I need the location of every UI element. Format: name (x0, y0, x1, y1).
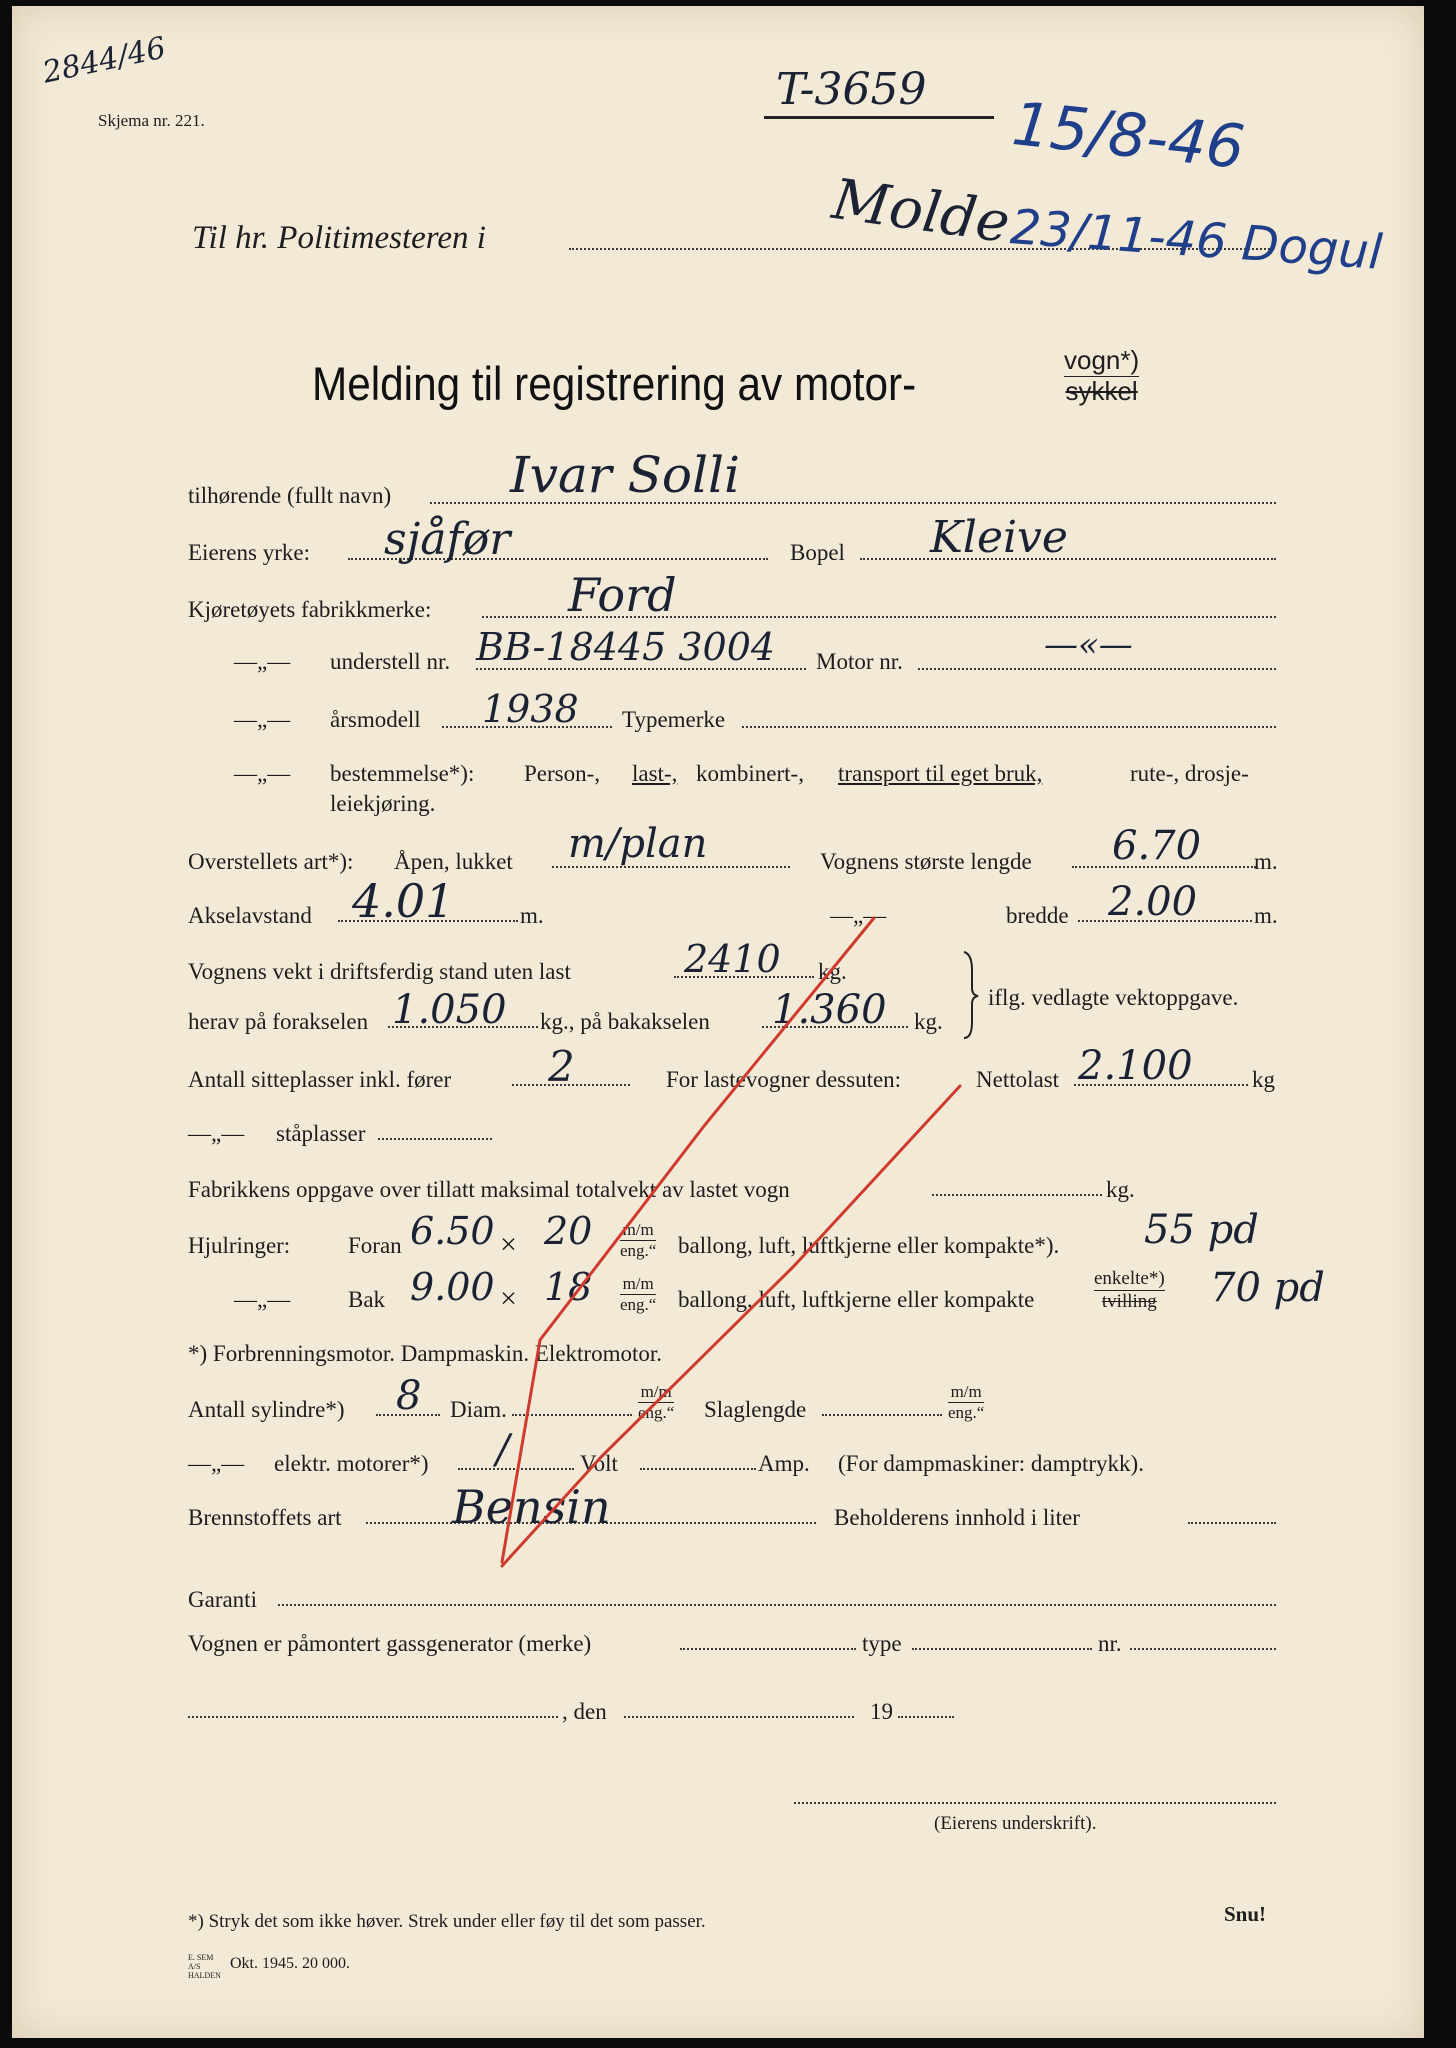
purpose-transport: transport til eget bruk, (838, 761, 1043, 786)
handwritten-residence: Kleive (930, 512, 1068, 563)
owner-label: tilhørende (fullt navn) (188, 483, 392, 508)
seats-label: Antall sitteplasser inkl. fører (188, 1067, 452, 1092)
purpose-label: bestemmelse*): (330, 761, 475, 786)
chassis-label: understell nr. (330, 649, 451, 674)
gas-label: Vognen er påmontert gassgenerator (merke) (188, 1631, 592, 1656)
factory-unit: kg. (1106, 1177, 1135, 1202)
stroke-unit-eng: eng.“ (948, 1402, 985, 1422)
footnote: *) Stryk det som ikke høver. Strek under eller føy til det som passer. (188, 1911, 706, 1932)
rear-tire-types: ballong, luft, luftkjerne eller kompakte (678, 1287, 1035, 1312)
guarantee-label: Garanti (188, 1587, 257, 1612)
ditto-elec: —„— (188, 1451, 245, 1476)
stroke-unit-mm: m/m (948, 1382, 984, 1403)
wheelbase-label: Akselavstand (188, 903, 312, 928)
handwritten-rear-tire-diameter: 18 (544, 1265, 593, 1309)
den-label: , den (562, 1699, 607, 1724)
purpose-kombinert: kombinert-, (696, 761, 804, 786)
purpose-person: Person-, (524, 761, 601, 786)
signature-label: (Eierens underskrift). (934, 1813, 1097, 1834)
twin-label: tvilling (1101, 1290, 1157, 1312)
weight-label: Vognens vekt i driftsferdig stand uten last (188, 959, 571, 984)
rear-axle-unit: kg. (914, 1009, 943, 1034)
factory-label: Fabrikkens oppgave over tillatt maksimal totalvekt av lastet vogn (188, 1177, 790, 1202)
handwritten-place: Molde (828, 166, 1014, 257)
handwritten-owner-name: Ivar Solli (510, 446, 740, 504)
make-label: Kjøretøyets fabrikkmerke: (188, 597, 432, 622)
front-unit-eng: eng.“ (620, 1240, 657, 1260)
print-info: Okt. 1945. 20 000. (230, 1955, 350, 1972)
amp-label: Amp. (758, 1451, 810, 1476)
ditto-width: —„— (830, 903, 887, 928)
wheelbase-unit: m. (520, 903, 544, 928)
tank-label: Beholderens innhold i liter (834, 1505, 1080, 1530)
handwritten-net-load: 2.100 (1078, 1043, 1193, 1089)
net-load-unit: kg (1252, 1067, 1275, 1092)
wheels-label: Hjulringer: (188, 1233, 291, 1258)
ditto-purpose: —„— (234, 761, 291, 786)
handwritten-reference: T-3659 (776, 64, 927, 115)
handwritten-weight: 2410 (684, 937, 781, 981)
single-label: enkelte*) (1094, 1268, 1165, 1289)
handwritten-front-tire-width: 6.50 (410, 1209, 495, 1253)
nr-label: nr. (1098, 1631, 1122, 1656)
handwritten-corner-number: 2844/46 (39, 30, 169, 91)
ditto-standing: —„— (188, 1121, 245, 1146)
title-vogn: vogn*) (1064, 345, 1140, 375)
ditto-rear: —„— (234, 1287, 291, 1312)
title-text: Melding til registrering av motor- (312, 357, 917, 410)
purpose-line-2: leiekjøring. (330, 791, 436, 816)
ditto-model-year: —„— (234, 707, 291, 732)
handwritten-chassis: BB-18445 3004 (476, 625, 776, 669)
year-prefix: 19 (870, 1699, 893, 1724)
type-label: type (862, 1631, 902, 1656)
handwritten-rear-ply: 70 pd (1210, 1265, 1325, 1311)
for-trucks-label: For lastevogner dessuten: (666, 1067, 902, 1092)
purpose-last: last-, (632, 761, 678, 786)
standing-label: ståplasser (276, 1121, 366, 1146)
handwritten-rear-tire-width: 9.00 (410, 1265, 495, 1309)
form-sheet (12, 6, 1424, 2038)
handwritten-front-axle: 1.050 (392, 987, 507, 1033)
width-label: bredde (1006, 903, 1069, 928)
schema-number: Skjema nr. 221. (98, 111, 205, 130)
handwritten-max-length: 6.70 (1112, 823, 1202, 869)
front-times: × (500, 1228, 517, 1261)
handwritten-motor-number: —«— (1044, 625, 1133, 665)
residence-label: Bopel (790, 540, 845, 565)
occupation-label: Eierens yrke: (188, 540, 310, 565)
title-sykkel: sykkel (1065, 375, 1138, 406)
rear-unit-mm: m/m (620, 1274, 656, 1295)
weight-note: iflg. vedlagte vektoppgave. (988, 985, 1239, 1010)
handwritten-rear-axle: 1.360 (772, 987, 887, 1033)
rear-label: Bak (348, 1287, 386, 1312)
handwritten-date-1: 15/8-46 (1008, 89, 1248, 183)
type-mark-label: Typemerke (622, 707, 726, 732)
diam-unit-eng: eng.“ (638, 1402, 675, 1422)
handwritten-width: 2.00 (1108, 879, 1198, 925)
purpose-rest: rute-, drosje- (1130, 761, 1249, 786)
handwritten-body-kind: m/plan (568, 821, 708, 867)
model-year-label: årsmodell (330, 707, 421, 732)
snu-label: Snu! (1224, 1902, 1267, 1926)
stroke-label: Slaglengde (704, 1397, 807, 1422)
rear-axle-label: kg., på bakakselen (540, 1009, 710, 1034)
length-unit: m. (1254, 849, 1278, 874)
fuel-label: Brennstoffets art (188, 1505, 342, 1530)
motor-number-label: Motor nr. (816, 649, 903, 674)
steam-note: (For dampmaskiner: damptrykk). (838, 1451, 1144, 1476)
handwritten-front-ply: 55 pd (1144, 1207, 1259, 1253)
front-unit-mm: m/m (620, 1220, 656, 1241)
addressee-label: Til hr. Politimesteren i (192, 220, 486, 256)
handwritten-cylinders: 8 (396, 1373, 422, 1419)
rear-times: × (500, 1282, 517, 1315)
diam-unit-mm: m/m (638, 1382, 674, 1403)
handwritten-wheelbase: 4.01 (352, 874, 455, 928)
printer-mark: E. SEM A/S HALDEN (188, 1953, 221, 1980)
handwritten-front-tire-diameter: 20 (544, 1209, 593, 1253)
body-kind-label: Overstellets art*): (188, 849, 354, 874)
front-tire-types: ballong, luft, luftkjerne eller kompakte*). (678, 1233, 1060, 1258)
rear-unit-eng: eng.“ (620, 1294, 657, 1314)
diam-label: Diam. (450, 1397, 507, 1422)
motor-types: *) Forbrenningsmotor. Dampmaskin. Elektromotor. (188, 1341, 663, 1366)
handwritten-fuel: Bensin (452, 1480, 611, 1534)
front-axle-label: herav på forakselen (188, 1009, 369, 1034)
handwritten-model-year: 1938 (482, 687, 579, 731)
handwritten-make: Ford (568, 568, 677, 622)
volt-label: Volt (580, 1451, 618, 1476)
ditto-chassis: —„— (234, 649, 291, 674)
width-unit: m. (1254, 903, 1278, 928)
body-kind-options: Åpen, lukket (394, 849, 513, 874)
handwritten-occupation: sjåfør (384, 514, 511, 565)
max-length-label: Vognens største lengde (820, 849, 1032, 874)
red-cancellation-lines (12, 6, 1424, 2038)
cylinders-label: Antall sylindre*) (188, 1397, 345, 1422)
handwritten-date-2: 23/11-46 Dogul (1008, 199, 1385, 281)
net-load-label: Nettolast (976, 1067, 1060, 1092)
weight-unit: kg. (818, 959, 847, 984)
handwritten-elec: / (496, 1427, 510, 1473)
front-label: Foran (348, 1233, 402, 1258)
elec-label: elektr. motorer*) (274, 1451, 429, 1476)
handwritten-seats: 2 (548, 1042, 575, 1091)
